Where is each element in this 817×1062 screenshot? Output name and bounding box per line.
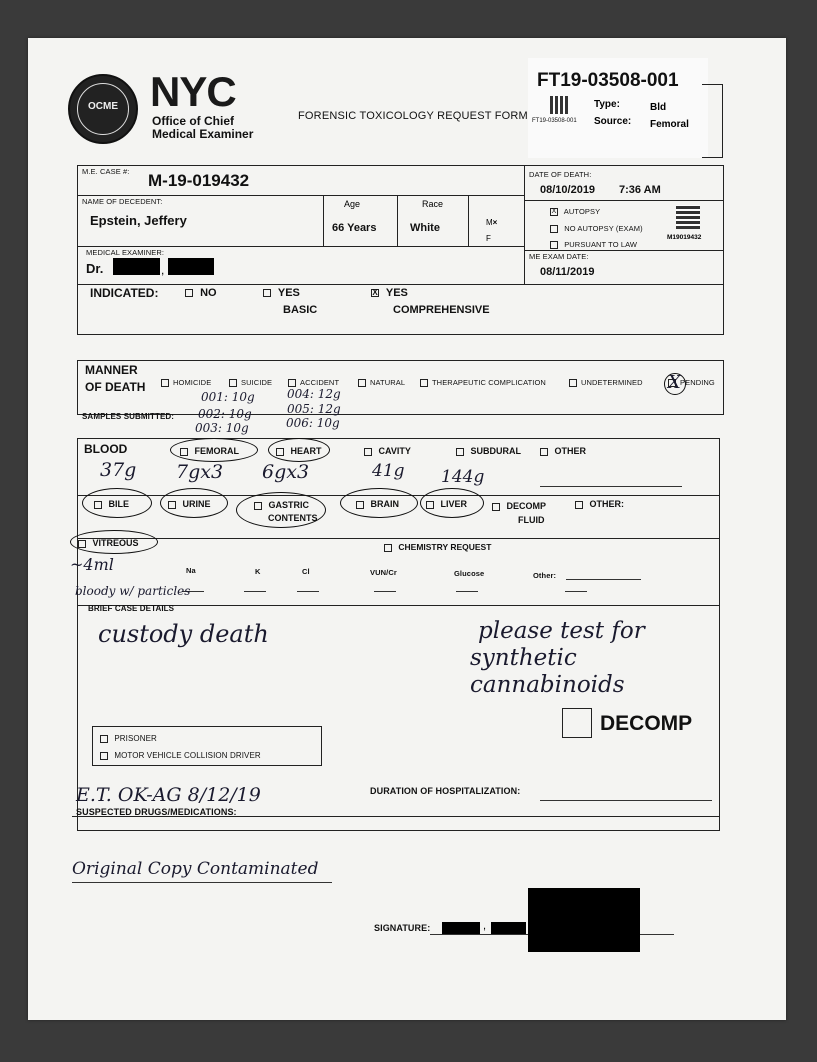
redaction-block-large bbox=[528, 888, 640, 952]
time-of-death-value: 7:36 AM bbox=[619, 184, 661, 196]
specimen-urine: URINE bbox=[168, 499, 211, 509]
no-autopsy-checkbox bbox=[550, 225, 558, 233]
manner-suicide: SUICIDE bbox=[229, 378, 272, 387]
qr-caption: FT19-03508-001 bbox=[532, 118, 577, 124]
autopsy-checkbox: X bbox=[551, 208, 557, 216]
samples-label: SAMPLES SUBMITTED: bbox=[82, 412, 175, 421]
manner-accident: ACCIDENT bbox=[288, 378, 339, 387]
redaction-block bbox=[442, 922, 480, 934]
age-value: 66 Years bbox=[332, 222, 377, 234]
sample-004: 004: 12g bbox=[287, 387, 341, 401]
chem-vun: VUN/Cr bbox=[370, 568, 397, 577]
redaction-block bbox=[491, 922, 526, 934]
prisoner-option: PRISONER bbox=[100, 734, 157, 743]
chem-na: Na bbox=[186, 566, 196, 575]
brief-case-label: BRIEF CASE DETAILS bbox=[88, 604, 175, 613]
no-autopsy-option: NO AUTOPSY (EXAM) bbox=[550, 224, 643, 233]
type-label: Type: bbox=[594, 99, 620, 110]
hw-custody-death: custody death bbox=[98, 620, 269, 648]
specimen-other: OTHER: bbox=[575, 499, 624, 509]
comprehensive-checkbox: X bbox=[372, 288, 378, 298]
chem-cl: Cl bbox=[302, 567, 310, 576]
signature-label: SIGNATURE: bbox=[374, 923, 431, 933]
manner-homicide: HOMICIDE bbox=[161, 378, 211, 387]
blood-cavity: CAVITY bbox=[364, 446, 411, 456]
hw-test-request-3: cannabinoids bbox=[470, 672, 625, 698]
nyc-logo: NYC bbox=[150, 68, 236, 115]
manner-natural: NATURAL bbox=[358, 378, 405, 387]
sample-006: 006: 10g bbox=[286, 416, 340, 430]
source-label: Source: bbox=[594, 116, 632, 127]
manner-undetermined: UNDETERMINED bbox=[569, 378, 643, 387]
source-value: Femoral bbox=[650, 119, 689, 130]
office-name: Office of Chief Medical Examiner bbox=[152, 114, 254, 141]
chem-k: K bbox=[255, 567, 261, 576]
specimen-liver: LIVER bbox=[426, 499, 467, 509]
sample-001: 001: 10g bbox=[201, 390, 255, 404]
me-case-label: M.E. CASE #: bbox=[82, 167, 130, 176]
decedent-label: NAME OF DECEDENT: bbox=[82, 197, 163, 206]
sex-f: F bbox=[486, 234, 491, 243]
hw-vitreous-amount: ~4ml bbox=[70, 555, 114, 574]
suspected-drugs-label: SUSPECTED DRUGS/MEDICATIONS: bbox=[76, 807, 237, 817]
case-id-label: FT19-03508-001 bbox=[537, 70, 679, 91]
manner-therapeutic: THERAPEUTIC COMPLICATION bbox=[420, 378, 546, 387]
indicated-comprehensive-text: COMPREHENSIVE bbox=[393, 304, 490, 316]
duration-label: DURATION OF HOSPITALIZATION: bbox=[370, 786, 521, 796]
specimen-decomp-fluid: DECOMP FLUID bbox=[492, 499, 546, 527]
femoral-circle bbox=[170, 438, 258, 462]
sample-002: 002: 10g bbox=[198, 407, 252, 421]
indicated-yes-basic: YES bbox=[263, 287, 300, 299]
race-label: Race bbox=[422, 199, 444, 209]
hw-heart-amount: 6gx3 bbox=[262, 461, 310, 483]
decomp-label: DECOMP bbox=[600, 712, 693, 735]
manner-box bbox=[77, 360, 724, 415]
chem-glucose: Glucose bbox=[454, 569, 485, 578]
small-qr-code-icon bbox=[676, 205, 700, 229]
decedent-value: Epstein, Jeffery bbox=[90, 213, 187, 228]
indicated-basic-text: BASIC bbox=[283, 304, 318, 316]
sample-003: 003: 10g bbox=[195, 421, 249, 435]
exam-date-label: ME EXAM DATE: bbox=[529, 252, 589, 261]
type-value: Bld bbox=[650, 102, 667, 113]
indicated-yes-comprehensive: X YES bbox=[372, 287, 408, 299]
examiner-prefix: Dr. bbox=[86, 261, 104, 276]
hw-cavity-amount: 41g bbox=[372, 461, 405, 481]
hw-initials: E.T. OK-AG 8/12/19 bbox=[76, 784, 261, 806]
blood-label: BLOOD bbox=[84, 442, 128, 456]
heart-circle bbox=[268, 438, 330, 462]
manner-label: MANNER OF DEATH bbox=[85, 363, 146, 394]
me-case-value: M-19-019432 bbox=[148, 171, 250, 190]
prisoner-box bbox=[92, 726, 322, 766]
hw-test-request-2: synthetic bbox=[470, 645, 577, 671]
qr-code-icon bbox=[550, 96, 568, 114]
hw-test-request-1: please test for bbox=[478, 618, 645, 644]
hw-original-copy-note: Original Copy Contaminated bbox=[72, 859, 319, 879]
chemistry-request: CHEMISTRY REQUEST bbox=[384, 542, 491, 552]
blood-subdural: SUBDURAL bbox=[456, 446, 521, 456]
exam-date-value: 08/11/2019 bbox=[540, 266, 595, 278]
specimen-bile: BILE bbox=[94, 499, 129, 509]
examiner-label: MEDICAL EXAMINER: bbox=[86, 248, 165, 257]
form-title: FORENSIC TOXICOLOGY REQUEST FORM bbox=[298, 110, 528, 122]
manner-pending: PENDING bbox=[668, 378, 715, 387]
blood-other: OTHER bbox=[540, 446, 586, 456]
specimen-gastric: GASTRIC CONTENTS bbox=[254, 499, 318, 525]
date-of-death-label: DATE OF DEATH: bbox=[529, 170, 592, 179]
pursuant-checkbox bbox=[550, 241, 558, 249]
blood-heart: HEART bbox=[276, 446, 322, 456]
chem-other: Other: bbox=[533, 571, 557, 580]
hw-vitreous-note: bloody w/ particles bbox=[75, 584, 191, 598]
hw-femoral-amount: 7gx3 bbox=[176, 461, 224, 483]
date-of-death-value: 08/10/2019 bbox=[540, 184, 596, 196]
redaction-block bbox=[168, 258, 214, 275]
small-qr-caption: M19019432 bbox=[667, 234, 702, 241]
sex-m: M× bbox=[486, 218, 498, 227]
ocme-seal-icon: OCME bbox=[68, 74, 138, 144]
pursuant-option: PURSUANT TO LAW bbox=[550, 240, 637, 249]
blood-femoral: FEMORAL bbox=[180, 446, 239, 456]
mvc-driver-option: MOTOR VEHICLE COLLISION DRIVER bbox=[100, 751, 261, 760]
pending-mark: X bbox=[668, 372, 681, 393]
redaction-block bbox=[113, 258, 160, 275]
race-value: White bbox=[410, 222, 440, 234]
autopsy-option: X AUTOPSY bbox=[551, 207, 601, 216]
hw-blood-amount: 37g bbox=[100, 459, 137, 481]
specimen-brain: BRAIN bbox=[356, 499, 399, 509]
indicated-label: INDICATED: bbox=[90, 286, 159, 300]
specimen-vitreous: VITREOUS bbox=[78, 538, 139, 548]
label-bracket bbox=[702, 84, 723, 158]
decomp-checkbox bbox=[562, 708, 592, 738]
indicated-no: NO bbox=[185, 287, 217, 299]
age-label: Age bbox=[344, 199, 361, 209]
hw-subdural-amount: 144g bbox=[441, 467, 485, 487]
sample-005: 005: 12g bbox=[287, 402, 341, 416]
